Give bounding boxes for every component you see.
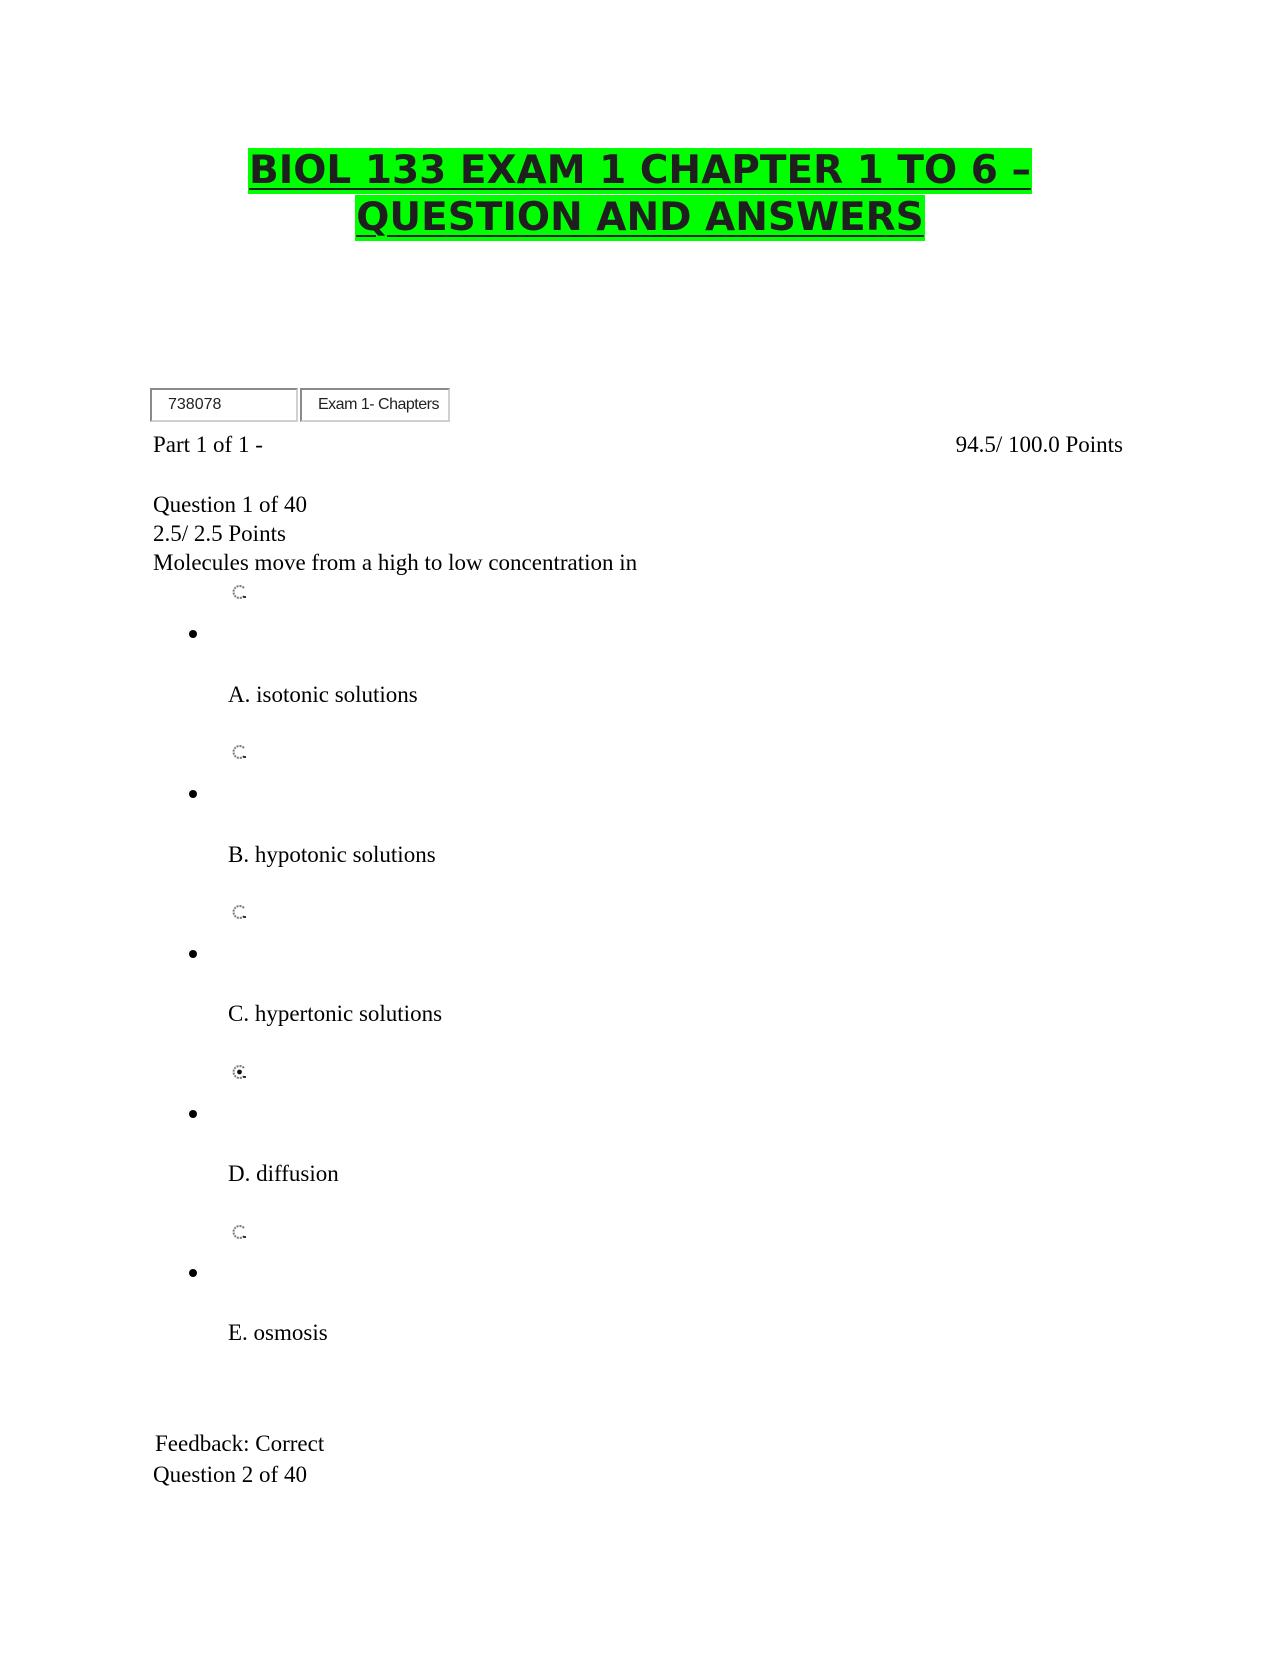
part-label: Part 1 of 1 -	[153, 432, 263, 457]
question-1-points: 2.5/ 2.5 Points	[153, 521, 286, 546]
list-bullet	[189, 1269, 197, 1277]
question-2-label: Question 2 of 40	[153, 1462, 307, 1487]
title-line-2: QUESTION AND ANSWERS	[356, 195, 924, 240]
exam-name-field[interactable]: Exam 1- Chapters	[300, 388, 450, 422]
list-bullet	[189, 790, 197, 798]
option-c-label: C. hypertonic solutions	[228, 1001, 443, 1026]
list-bullet	[189, 630, 197, 638]
list-bullet	[189, 950, 197, 958]
list-bullet	[189, 1110, 197, 1118]
radio-option-c[interactable]	[232, 904, 248, 920]
radio-option-e[interactable]	[232, 1224, 248, 1240]
document-title	[0, 148, 1280, 241]
option-e-label: E. osmosis	[228, 1320, 328, 1345]
question-1-label: Question 1 of 40	[153, 492, 307, 517]
radio-option-a[interactable]	[232, 584, 248, 600]
question-1-feedback: Feedback: Correct	[155, 1431, 325, 1456]
exam-id-field[interactable]: 738078	[150, 388, 298, 422]
total-points: 94.5/ 100.0 Points	[955, 432, 1123, 457]
title-line-1: BIOL 133 EXAM 1 CHAPTER 1 TO 6 –	[249, 148, 1031, 193]
option-b-label: B. hypotonic solutions	[228, 842, 436, 867]
radio-option-b[interactable]	[232, 744, 248, 760]
radio-option-d-selected[interactable]	[232, 1064, 248, 1080]
option-d-label: D. diffusion	[228, 1161, 339, 1186]
option-a-label: A. isotonic solutions	[228, 682, 418, 707]
question-1-text: Molecules move from a high to low concentration in	[153, 550, 638, 575]
